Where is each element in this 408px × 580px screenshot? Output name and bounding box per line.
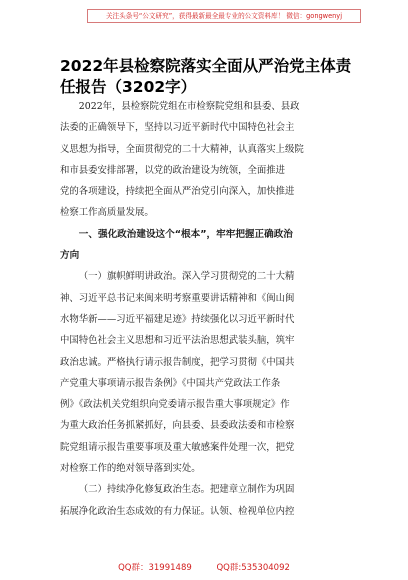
body-line: 拓展净化政治生态成效的有力保证。认领、检视单位内控: [60, 505, 295, 517]
body-line: 和市县委安排部署，以党的政治建设为统领，全面推进: [60, 164, 286, 176]
header-promo-banner: 关注头条号“公文研究”，获得最新最全最专业的公文资料库！ 微信：gongwenyj: [87, 9, 361, 23]
body-line: 神、习近平总书记来闽来明考察重要讲话精神和《闽山闽: [60, 292, 295, 304]
section-heading: 一、强化政治建设这个“根本”，牢牢把握正确政治: [78, 228, 293, 240]
body-line: 中国特色社会主义思想和习近平法治思想武装头脑，筑牢: [60, 335, 295, 347]
body-line: 水物华新——习近平福建足迹》持续强化以习近平新时代: [60, 313, 295, 325]
body-line: （二）持续净化修复政治生态。把建章立制作为巩固: [78, 484, 295, 496]
title-line: 2022年县检察院落实全面从严治党主体责: [60, 57, 352, 75]
body-line: （一）旗帜鲜明讲政治。深入学习贯彻党的二十大精: [78, 271, 295, 283]
document-title: [60, 56, 356, 98]
document-body: [60, 96, 356, 522]
body-line: 产党重大事项请示报告条例》《中国共产党政法工作条: [60, 377, 281, 389]
section-heading: 方向: [60, 250, 80, 262]
body-line: 党的各项建设，持续把全面从严治党引向深入，加快推进: [60, 186, 295, 198]
body-line: 义思想为指导，全面贯彻党的二十大精神，认真落实上级院: [60, 143, 304, 155]
body-line: 法委的正确领导下，坚持以习近平新时代中国特色社会主: [60, 122, 295, 134]
title-line: 任报告（3202字）: [60, 78, 197, 96]
footer-contact: [0, 561, 408, 573]
footer-qq-group-1: QQ群：31991489: [118, 563, 192, 573]
body-line: 2022年，县检察院党组在市检察院党组和县委、县政: [78, 101, 300, 112]
body-line: 对检察工作的绝对领导落到实处。: [60, 463, 201, 475]
body-line: 例》《政法机关党组织向党委请示报告重大事项规定》作: [60, 399, 290, 411]
body-line: 为重大政治任务抓紧抓好，向县委、县委政法委和市检察: [60, 420, 295, 432]
footer-qq-group-2: QQ群:535304092: [216, 563, 290, 573]
body-line: 检察工作高质量发展。: [60, 207, 154, 219]
body-line: 政治忠诚。严格执行请示报告制度，把学习贯彻《中国共: [60, 356, 295, 368]
body-line: 院党组请示报告重要事项及重大敏感案件处理一次，把党: [60, 441, 295, 453]
